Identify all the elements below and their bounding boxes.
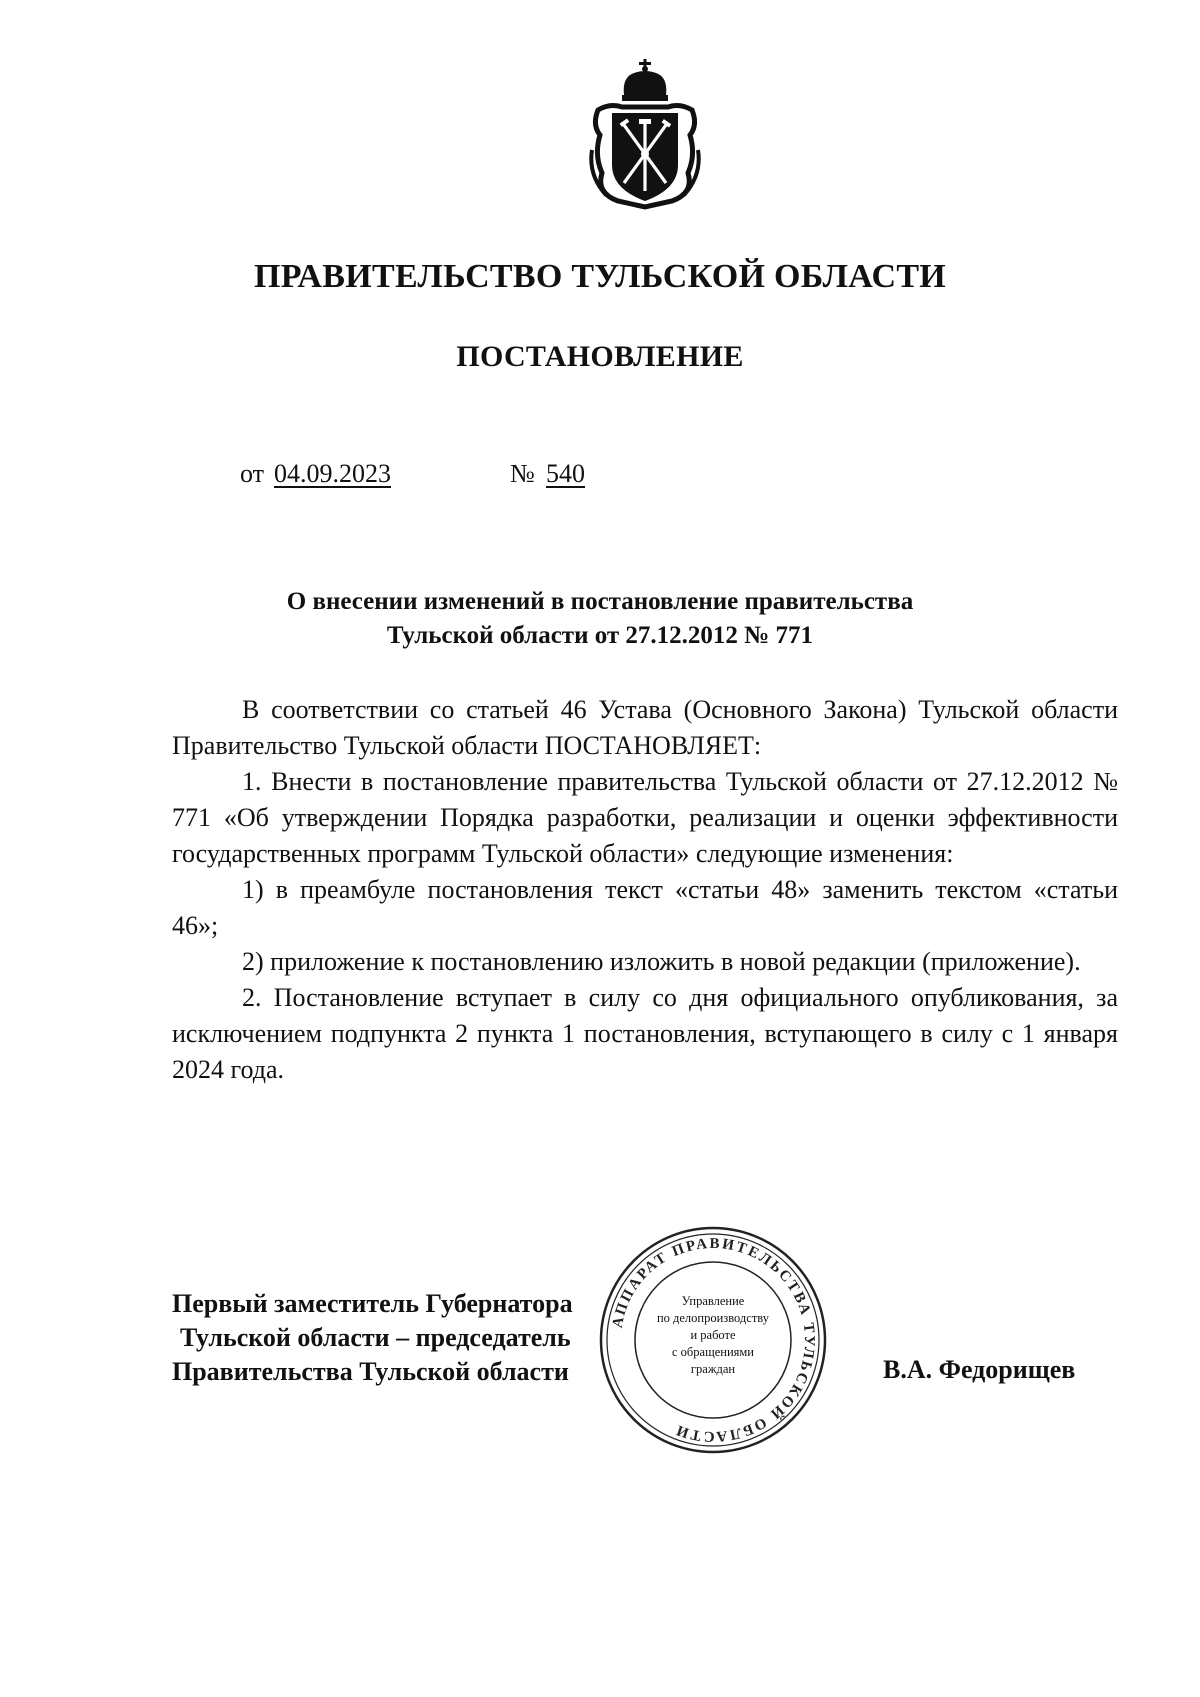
subject-line: О внесении изменений в постановление правительства bbox=[286, 588, 914, 615]
stamp-line: и работе bbox=[690, 1328, 736, 1342]
signatory-title-line: Правительства Тульской области bbox=[172, 1357, 569, 1386]
stamp-line: по делопроизводству bbox=[656, 1311, 770, 1325]
document-type: ПОСТАНОВЛЕНИЕ bbox=[456, 340, 744, 373]
document-body bbox=[172, 692, 1118, 1088]
body-paragraph: 2) приложение к постановлению изложить в новой редакции (приложение). bbox=[242, 947, 1081, 976]
stamp-line: граждан bbox=[690, 1362, 736, 1376]
organization-title: ПРАВИТЕЛЬСТВО ТУЛЬСКОЙ ОБЛАСТИ bbox=[253, 258, 947, 295]
signatory-title-line: Первый заместитель Губернатора bbox=[172, 1289, 573, 1318]
document-subject bbox=[0, 585, 1200, 653]
stamp-line: с обращениями bbox=[672, 1345, 754, 1359]
stamp-line: Управление bbox=[681, 1294, 745, 1308]
coat-of-arms-icon bbox=[588, 55, 702, 213]
body-paragraph: 2. Постановление вступает в силу со дня официального опубликования, за исключением подпункта 2 пункта 1 постановления, вступающего в силу с 1 января 2024 года. bbox=[172, 983, 1118, 1084]
body-paragraph: 1) в преамбуле постановления текст «статьи 48» заменить текстом «статьи 46»; bbox=[172, 875, 1118, 940]
signatory-name: В.А. Федорищев bbox=[883, 1355, 1076, 1384]
body-paragraph: 1. Внести в постановление правительства Тульской области от 27.12.2012 № 771 «Об утверждении Порядка разработки, реализации и оценки эффективности государственных программ Тульской области» следующие изменения: bbox=[172, 767, 1118, 868]
signatory-title-line: Тульской области – председатель bbox=[180, 1323, 571, 1352]
svg-text:АППАРАТ ПРАВИТЕЛЬСТВА ТУЛЬСКОЙ: АППАРАТ ПРАВИТЕЛЬСТВА ТУЛЬСКОЙ ОБЛАСТИ bbox=[609, 1235, 818, 1445]
signatory-title bbox=[172, 1287, 573, 1389]
date-prefix: от bbox=[240, 459, 265, 488]
body-paragraph: В соответствии со статьей 46 Устава (Основного Закона) Тульской области Правительство Тульской области ПОСТАНОВЛЯЕТ: bbox=[172, 695, 1118, 760]
number-prefix: № bbox=[510, 459, 535, 488]
document-date: 04.09.2023 bbox=[274, 459, 391, 488]
subject-line: Тульской области от 27.12.2012 № 771 bbox=[386, 622, 814, 649]
document-number: 540 bbox=[546, 459, 585, 488]
stamp-center-text bbox=[650, 1293, 776, 1378]
